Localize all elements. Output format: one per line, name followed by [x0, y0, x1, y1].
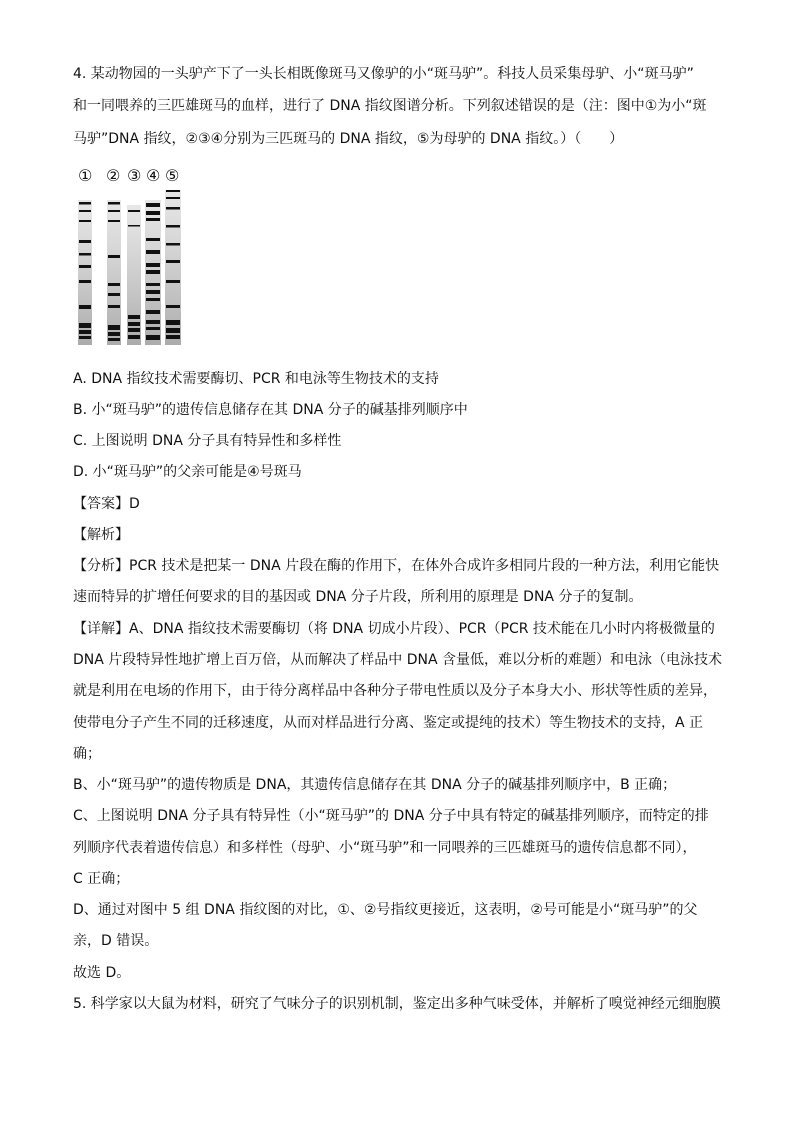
analysis-line-7: 确； — [73, 746, 101, 762]
q4-stem-line-1: 4. 某动物园的一头驴产下了一头长相既像斑马又像驴的小“斑马驴”。科技人员采集母驴、小“斑马驴” — [73, 66, 694, 82]
lane-label-5: ⑤ — [165, 166, 180, 185]
option-b: B. 小“斑马驴”的遗传信息储存在其 DNA 分子的碱基排列顺序中 — [73, 402, 468, 418]
analysis-line-5: 就是利用在电场的作用下，由于待分离样品中各种分子带电性质以及分子本身大小、形状等性质的差异， — [73, 683, 717, 699]
dna-fingerprint-gel-image — [73, 165, 198, 350]
analysis-line-10: 列顺序代表着遗传信息）和多样性（母驴、小“斑马驴”和一同喂养的三匹雄斑马的遗传信息都不同）， — [73, 840, 697, 856]
q5-stem-line-1: 5. 科学家以大鼠为材料，研究了气味分子的识别机制，鉴定出多种气味受体，并解析了嗅觉神经元细胞膜 — [73, 996, 721, 1012]
lane-label-2: ② — [106, 166, 121, 185]
q4-stem-line-2: 和一同喂养的三匹雄斑马的血样，进行了 DNA 指纹图谱分析。下列叙述错误的是（注：图中①为小“斑 — [73, 98, 707, 114]
analysis-line-2: 速而特异的扩增任何要求的目的基因或 DNA 分子片段，所利用的原理是 DNA 分子的复制。 — [73, 589, 643, 605]
analysis-line-9: C、上图说明 DNA 分子具有特异性（小“斑马驴”的 DNA 分子中具有特定的碱基排列顺序，而特定的排 — [73, 808, 709, 824]
option-a: A. DNA 指纹技术需要酶切、PCR 和电泳等生物技术的支持 — [73, 371, 439, 387]
q4-stem-line-3: 马驴”DNA 指纹，②③④分别为三匹斑马的 DNA 指纹，⑤为母驴的 DNA 指纹。）（ ） — [73, 131, 624, 147]
lane-label-1: ① — [78, 166, 93, 185]
analysis-line-13: 亲，D 错误。 — [73, 933, 159, 949]
analysis-line-3: 【详解】A、DNA 指纹技术需要酶切（将 DNA 切成小片段）、PCR（PCR 技术能在几小时内将极微量的 — [73, 621, 715, 637]
lane-label-4: ④ — [146, 166, 161, 185]
analysis-line-11: C 正确； — [73, 871, 130, 887]
option-d: D. 小“斑马驴”的父亲可能是④号斑马 — [73, 464, 302, 480]
lane-label-3: ③ — [127, 166, 142, 185]
analysis-line-8: B、小“斑马驴”的遗传物质是 DNA，其遗传信息储存在其 DNA 分子的碱基排列顺序中，B 正确； — [73, 777, 677, 793]
analysis-line-12: D、通过对图中 5 组 DNA 指纹图的对比，①、②号指纹更接近，这表明，②号可能是小“斑马驴”的父 — [73, 902, 698, 918]
analysis-line-6: 使带电分子产生不同的迁移速度，从而对样品进行分离、鉴定或提纯的技术）等生物技术的支持，A 正 — [73, 715, 704, 731]
analysis-line-4: DNA 片段特异性地扩增上百万倍，从而解决了样品中 DNA 含量低，难以分析的难题）和电泳（电泳技术 — [73, 652, 723, 668]
answer: 【答案】D — [73, 496, 140, 512]
option-c: C. 上图说明 DNA 分子具有特异性和多样性 — [73, 433, 342, 449]
analysis-line-1: 【分析】PCR 技术是把某一 DNA 片段在酶的作用下，在体外合成许多相同片段的一种方法，利用它能快 — [73, 558, 720, 574]
analysis-line-14: 故选 D。 — [73, 965, 131, 981]
analysis-title: 【解析】 — [73, 527, 129, 543]
